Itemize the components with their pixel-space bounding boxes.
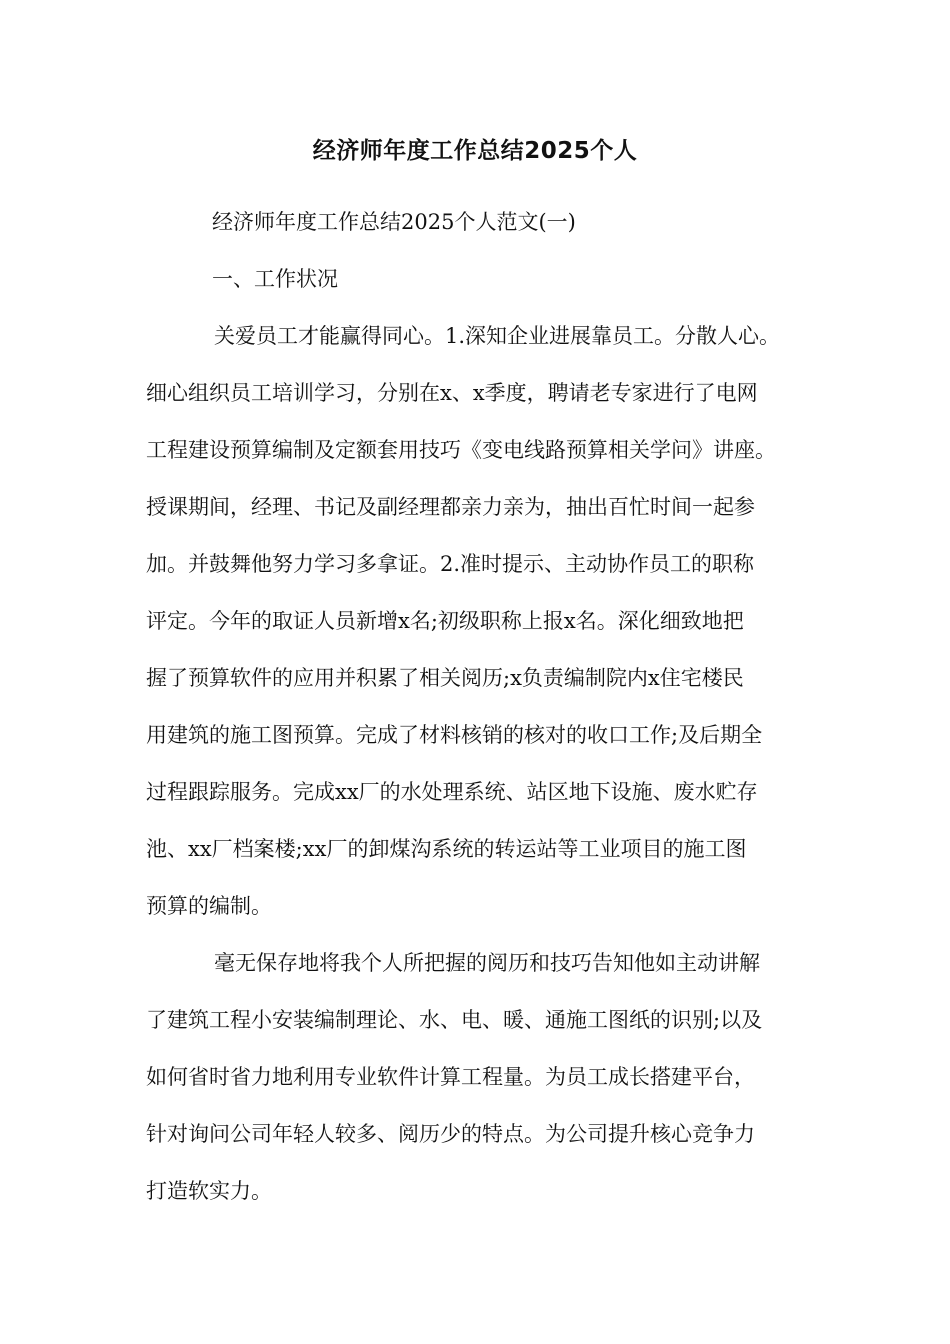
paragraph-1-line: 池、xx厂档案楼;xx厂的卸煤沟系统的转运站等工业项目的施工图	[146, 837, 747, 861]
paragraph-2-line: 针对询问公司年轻人较多、阅历少的特点。为公司提升核心竞争力	[146, 1122, 755, 1146]
document-title: 经济师年度工作总结2025个人	[312, 138, 638, 164]
paragraph-2-line: 毫无保存地将我个人所把握的阅历和技巧告知他如主动讲解	[214, 951, 760, 975]
paragraph-1-line: 工程建设预算编制及定额套用技巧《变电线路预算相关学问》讲座。	[146, 438, 776, 462]
paragraph-1-line: 授课期间，经理、书记及副经理都亲力亲为，抽出百忙时间一起参	[146, 495, 755, 519]
section-heading: 一、工作状况	[212, 267, 338, 291]
paragraph-1-line: 评定。今年的取证人员新增x名;初级职称上报x名。深化细致地把	[146, 609, 744, 633]
paragraph-1-line: 用建筑的施工图预算。完成了材料核销的核对的收口工作;及后期全	[146, 723, 763, 747]
subtitle: 经济师年度工作总结2025个人范文(一)	[212, 210, 576, 234]
paragraph-1-line: 握了预算软件的应用并积累了相关阅历;x负责编制院内x住宅楼民	[146, 666, 744, 690]
paragraph-2-line: 如何省时省力地利用专业软件计算工程量。为员工成长搭建平台，	[146, 1065, 755, 1089]
paragraph-1-line: 加。并鼓舞他努力学习多拿证。2.准时提示、主动协作员工的职称	[146, 552, 755, 576]
paragraph-1-line: 预算的编制。	[146, 894, 272, 918]
paragraph-2-line: 打造软实力。	[146, 1179, 272, 1203]
paragraph-1-line: 过程跟踪服务。完成xx厂的水处理系统、站区地下设施、废水贮存	[146, 780, 758, 804]
paragraph-1-line: 细心组织员工培训学习，分别在x、x季度，聘请老专家进行了电网	[146, 381, 758, 405]
paragraph-2-line: 了建筑工程小安装编制理论、水、电、暖、通施工图纸的识别;以及	[146, 1008, 763, 1032]
paragraph-1-line: 关爱员工才能赢得同心。1.深知企业进展靠员工。分散人心。	[214, 324, 781, 348]
